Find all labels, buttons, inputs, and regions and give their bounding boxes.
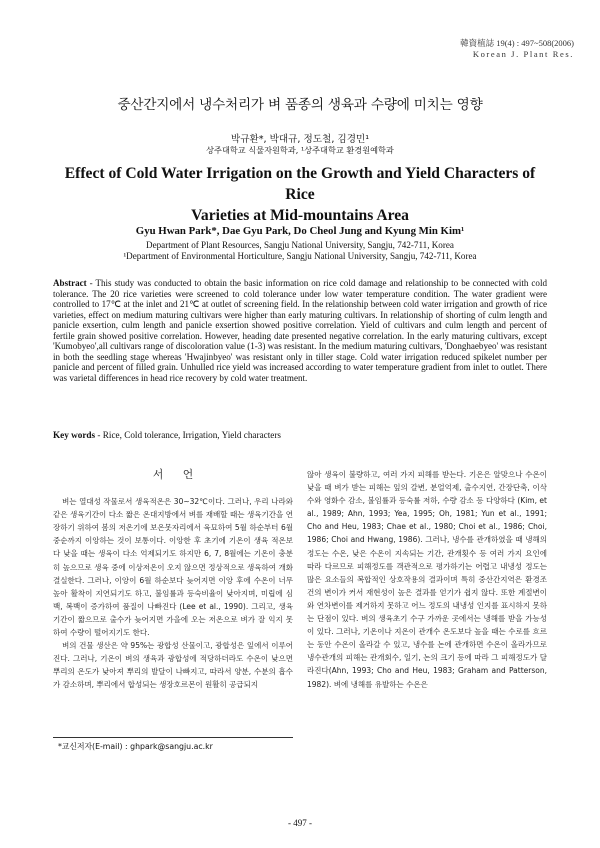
journal-citation: 韓資植誌 19(4) : 497~508(2006) — [460, 38, 574, 48]
footnote-divider — [53, 737, 293, 738]
keywords-text: - Rice, Cold tolerance, Irrigation, Yield characters — [95, 430, 281, 440]
korean-affiliation: 상주대학교 식물자원학과, ¹상주대학교 환경원예학과 — [206, 145, 394, 155]
abstract — [53, 278, 547, 383]
body-right-column — [307, 468, 547, 691]
abstract-label: Abstract — [53, 278, 87, 288]
corresponding-author-footnote: *교신저자(E-mail) : ghpark@sangju.ac.kr — [58, 742, 213, 751]
keywords — [53, 430, 547, 440]
paragraph: 벼의 건물 생산은 약 95%는 광합성 산물이고, 광합성은 잎에서 이루어진다. 그러나, 기온이 벼의 생육과 광합성에 적당하더라도 수온이 낮으면 뿌리의 온도가 낮아져 뿌리의 발달이 나빠지고, 따라서 양분, 수분의 흡수가 감소하며, 뿌리에서 합성되는 생장호르몬이 원활히 공급되지 — [53, 641, 293, 690]
paragraph: 벼는 열대성 작물로서 생육적온은 30~32℃이다. 그러나, 우리 나라와 같은 생육기간이 다소 짧은 온대지방에서 벼를 재배할 때는 생육기간을 연장하기 위하여 봄의 저온기에 보온못자리에서 육묘하여 5월 하순부터 6월 중순까지 이앙하는 것이 보통이다. 이앙한 후 초기에 기온이 생육 적온보다 낮을 때는 생육이 다소 억제되기도 하지만 6, 7, 8월에는 기온이 충분히 높으므로 생육 중에 이상저온이 오지 않으면 정상적으로 생육하여 개화 결실한다. 그러나, 이앙이 6월 하순보다 늦어지면 이앙 후에 수온이 너무 높아 활착이 지연되기도 하고, 불임률과 등숙비율이 낮아지며, 미립에 심백, 복백이 증가하여 품질이 나빠진다 (Lee et al., 1990). 그리고, 생육기간이 짧으므로 출수가 늦어지면 가을에 오는 저온으로 벼가 잘 익지 못하여 수량이 떨어지기도 한다. — [53, 497, 293, 638]
abstract-text: - This study was conducted to obtain the basic information on rice cold damage and relationship to be connected with cold tolerance. The 20 rice varieties were screened to cold tolerance under low water temperature condition. The water gradient were controlled to 17℃ at the inlet and 21℃ at outlet of screening field. In the relationship between cold water irrigation and growth of rice varieties, effect on medium maturing cultivars were higher than early maturing cultivars. In relationship of shorting of culm length and panicle exsertion, culm length and panicle exsertion showed positive correlation. Yield of cultivars and culm length and percent of fertile grain showed positive correlation. However, heading date presented negative correlation. In the early maturing cultivars, except 'Kumobyeo',all cultivars range of discoloration value (1-3) was resistant. In the medium maturing cultivars, 'Donghaebyeo' was resistant in both the seedling stage whereas 'Hwajinbyeo' was resistant only in tiller stage. Cold water irrigation reduced spikelet number per panicle and percent of filled grain. Unhulled rice yield was increased according to water temperature gradient from inlet to outlet. There was varietal differences in head rice recovery by cold water treatment. — [53, 278, 547, 383]
english-authors: Gyu Hwan Park*, Dae Gyu Park, Do Cheol Jung and Kyung Min Kim¹ — [135, 225, 465, 237]
english-title — [50, 163, 550, 226]
section-title: 서 언 — [152, 468, 202, 481]
page-number: - 497 - — [288, 818, 312, 828]
korean-title: 중산간지에서 냉수처리가 벼 품종의 생육과 수량에 미치는 영향 — [117, 97, 483, 113]
journal-reference — [460, 38, 574, 60]
paragraph: 않아 생육이 불량하고, 여러 가지 피해를 받는다. 기온은 알맞으나 수온이 낮을 때 벼가 받는 피해는 잎의 갈변, 분얼억제, 출수지연, 간장단축, 이삭수와 영화수 감소, 불임률과 등숙률 저하, 수량 감소 등 다양하다 (Kim, et al., 1989; Ahn, 1993; Yea, 1995; Oh, 1981; Yun et al., 1991; Cho and Heu, 1983; Chae et al., 1980; Choi et al., 1986; Choi, 1986; Choi and Hwang, 1986). 그러나, 냉수를 관개하였을 때 냉해의 정도는 수온, 낮은 수온이 지속되는 기간, 관개횟수 등 여러 가지 요인에 따라 다르므로 피해정도를 객관적으로 평가하기는 어렵고 내냉성 정도는 많은 요소들의 복합적인 상호작용의 결과이며 특히 중산간지역은 환경조건의 변이가 커서 재현성이 높은 결과를 얻기가 쉽지 않다. 또한 계절변이와 연차변이를 제거하지 못하고 어느 정도의 내냉성 인지를 표시하지 못하는 단점이 있다. 벼의 생육초기 수구 가까운 곳에서는 냉해를 받을 가능성이 있다. 그러나, 기온이나 지온이 관개수 온도보다 높을 때는 수로를 흐르는 동안 수온이 올라갈 수 있고, 냉수를 논에 관개하면 수온이 올라가므로 냉수관개의 피해는 관개회수, 일기, 논의 크기 등에 따라 그 피해정도가 달라진다(Ahn, 1993; Cho and Heu, 1983; Graham and Patterson, 1982). 벼에 냉해를 유발하는 수온은 — [307, 470, 547, 689]
body-left-column — [53, 468, 293, 692]
keywords-label: Key words — [53, 430, 96, 440]
korean-authors: 박규환*, 박대규, 정도철, 김경민¹ — [230, 134, 370, 145]
english-title-line1: Effect of Cold Water Irrigation on the Growth and Yield Characters of Rice — [64, 165, 536, 203]
journal-name: Korean J. Plant Res. — [472, 49, 574, 59]
english-affiliation-1: Department of Plant Resources, Sangju National University, Sangju, 742-711, Korea — [146, 240, 454, 250]
english-affiliation-2: ¹Department of Environmental Horticulture, Sangju National University, Sangju, 742-711, Korea — [123, 251, 477, 261]
english-title-line2: Varieties at Mid-mountains Area — [191, 207, 409, 224]
